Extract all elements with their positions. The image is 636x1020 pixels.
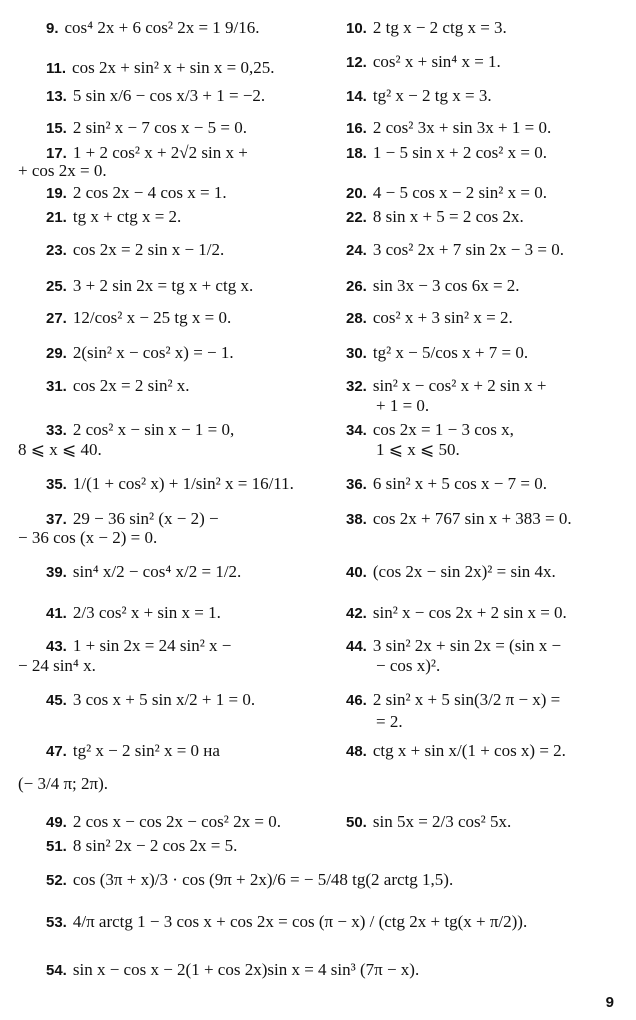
problem-24: [346, 240, 564, 261]
problem-9: [46, 18, 260, 39]
problem-equation: sin⁴ x/2 − cos⁴ x/2 = 1/2.: [72, 562, 242, 581]
problem-43-continuation: − 24 sin⁴ x.: [18, 656, 96, 675]
problem-13: [46, 86, 265, 107]
problem-46: [346, 690, 560, 711]
problem-28: [346, 308, 513, 329]
problem-number: 22.: [346, 209, 367, 226]
problem-equation: 3 cos² 2x + 7 sin 2x − 3 = 0.: [372, 240, 564, 259]
problem-equation: 2/3 cos² x + sin x = 1.: [72, 603, 221, 622]
problem-equation: tg² x − 2 tg x = 3.: [372, 86, 492, 105]
problem-equation: 4 − 5 cos x − 2 sin² x = 0.: [372, 183, 547, 202]
problem-19: [46, 183, 227, 204]
problem-25: [46, 276, 253, 297]
problem-32: [346, 376, 546, 397]
problem-number: 27.: [46, 310, 67, 327]
problem-12: [346, 52, 501, 73]
problem-number: 45.: [46, 692, 67, 709]
problem-number: 52.: [46, 872, 67, 889]
problem-number: 11.: [46, 60, 67, 77]
problem-22: [346, 207, 524, 228]
problem-number: 28.: [346, 310, 367, 327]
problem-47-continuation: (− 3/4 π; 2π).: [18, 774, 109, 793]
problem-number: 34.: [346, 422, 367, 439]
problem-number: 10.: [346, 20, 367, 37]
problem-equation: cos⁴ 2x + 6 cos² 2x = 1 9/16.: [64, 18, 260, 37]
problem-equation: 3 + 2 sin 2x = tg x + ctg x.: [72, 276, 254, 295]
problem-equation: cos (3π + x)/3 · cos (9π + 2x)/6 = − 5/48 tg(2 arctg 1,5).: [72, 870, 454, 889]
problem-equation: 2 cos² 3x + sin 3x + 1 = 0.: [372, 118, 552, 137]
problem-number: 26.: [346, 278, 367, 295]
problem-number: 38.: [346, 511, 367, 528]
problem-48: [346, 741, 566, 762]
problem-31: [46, 376, 190, 397]
problem-equation: sin 3x − 3 cos 6x = 2.: [372, 276, 520, 295]
problem-29: [46, 343, 234, 364]
problem-equation: cos² x + sin⁴ x = 1.: [372, 52, 501, 71]
problem-equation: 1/(1 + cos² x) + 1/sin² x = 16/11.: [72, 474, 294, 493]
problem-number: 46.: [346, 692, 367, 709]
problem-equation: 4/π arctg 1 − 3 cos x + cos 2x = cos (π − x) / (ctg 2x + tg(x + π/2)).: [72, 912, 528, 931]
problem-number: 21.: [46, 209, 67, 226]
problem-14: [346, 86, 492, 107]
problem-equation: 2 sin² x − 7 cos x − 5 = 0.: [72, 118, 247, 137]
problem-number: 32.: [346, 378, 367, 395]
problem-40: [346, 562, 556, 583]
problem-equation: 6 sin² x + 5 cos x − 7 = 0.: [372, 474, 547, 493]
problem-number: 40.: [346, 564, 367, 581]
problem-15: [46, 118, 247, 139]
problem-18: [346, 143, 547, 164]
problem-equation: (cos 2x − sin 2x)² = sin 4x.: [372, 562, 556, 581]
problem-number: 14.: [346, 88, 367, 105]
problem-number: 36.: [346, 476, 367, 493]
problem-23: [46, 240, 224, 261]
problem-number: 20.: [346, 185, 367, 202]
problem-number: 18.: [346, 145, 367, 162]
problem-17-continuation: + cos 2x = 0.: [18, 161, 107, 180]
problem-47: [46, 741, 220, 762]
problem-41: [46, 603, 221, 624]
problem-number: 43.: [46, 638, 67, 655]
problem-44-continuation: − cos x)².: [376, 656, 441, 675]
problem-number: 12.: [346, 54, 367, 71]
problem-number: 39.: [46, 564, 67, 581]
problem-50: [346, 812, 511, 833]
problem-number: 53.: [46, 914, 67, 931]
problem-44: [346, 636, 561, 657]
problem-33-continuation: 8 ⩽ x ⩽ 40.: [18, 440, 102, 459]
problem-number: 49.: [46, 814, 67, 831]
problem-equation: 3 sin² 2x + sin 2x = (sin x −: [372, 636, 562, 655]
problem-number: 25.: [46, 278, 67, 295]
problem-equation: 8 sin² 2x − 2 cos 2x = 5.: [72, 836, 238, 855]
problem-52: [46, 870, 453, 891]
problem-number: 16.: [346, 120, 367, 137]
problem-number: 17.: [46, 145, 67, 162]
problem-37: [46, 509, 219, 530]
problem-35: [46, 474, 294, 495]
page-number: 9: [605, 994, 614, 1011]
problem-number: 30.: [346, 345, 367, 362]
problem-number: 9.: [46, 20, 59, 37]
problem-43: [46, 636, 231, 657]
problem-number: 13.: [46, 88, 67, 105]
problem-equation: sin² x − cos² x + 2 sin x +: [372, 376, 547, 395]
problem-number: 47.: [46, 743, 67, 760]
problem-equation: 29 − 36 sin² (x − 2) −: [72, 509, 219, 528]
problem-number: 24.: [346, 242, 367, 259]
problem-number: 54.: [46, 962, 67, 979]
problem-equation: tg² x − 2 sin² x = 0 на: [72, 741, 220, 760]
problem-equation: cos² x + 3 sin² x = 2.: [372, 308, 513, 327]
problem-51: [46, 836, 237, 857]
problem-36: [346, 474, 547, 495]
problem-number: 42.: [346, 605, 367, 622]
problem-49: [46, 812, 281, 833]
problem-10: [346, 18, 507, 39]
problem-26: [346, 276, 520, 297]
problem-equation: 8 sin x + 5 = 2 cos 2x.: [372, 207, 524, 226]
problem-number: 15.: [46, 120, 67, 137]
problem-number: 41.: [46, 605, 67, 622]
problem-16: [346, 118, 551, 139]
problem-number: 50.: [346, 814, 367, 831]
problem-34-continuation: 1 ⩽ x ⩽ 50.: [376, 440, 460, 459]
problem-equation: 3 cos x + 5 sin x/2 + 1 = 0.: [72, 690, 256, 709]
problem-32-continuation: + 1 = 0.: [376, 396, 430, 415]
problem-equation: cos 2x = 2 sin² x.: [72, 376, 190, 395]
problem-34: [346, 420, 514, 441]
problem-number: 44.: [346, 638, 367, 655]
problem-38: [346, 509, 572, 530]
problem-equation: 2 tg x − 2 ctg x = 3.: [372, 18, 507, 37]
problem-45: [46, 690, 255, 711]
problem-equation: tg² x − 5/cos x + 7 = 0.: [372, 343, 529, 362]
problem-number: 33.: [46, 422, 67, 439]
problem-54: [46, 960, 419, 981]
problem-equation: sin 5x = 2/3 cos² 5x.: [372, 812, 512, 831]
problem-27: [46, 308, 231, 329]
problem-equation: 2 sin² x + 5 sin(3/2 π − x) =: [372, 690, 561, 709]
problem-46-continuation: = 2.: [376, 712, 403, 731]
problem-33: [46, 420, 234, 441]
problem-equation: 1 + sin 2x = 24 sin² x −: [72, 636, 232, 655]
problem-number: 19.: [46, 185, 67, 202]
problem-37-continuation: − 36 cos (x − 2) = 0.: [18, 528, 158, 547]
problem-21: [46, 207, 181, 228]
problem-equation: cos 2x = 1 − 3 cos x,: [372, 420, 514, 439]
problem-equation: 12/cos² x − 25 tg x = 0.: [72, 308, 232, 327]
problem-number: 37.: [46, 511, 67, 528]
problem-11: [46, 58, 274, 79]
problem-equation: cos 2x = 2 sin x − 1/2.: [72, 240, 225, 259]
problem-equation: tg x + ctg x = 2.: [72, 207, 182, 226]
problem-equation: 2 cos 2x − 4 cos x = 1.: [72, 183, 227, 202]
problem-equation: 1 + 2 cos² x + 2√2 sin x +: [72, 143, 248, 162]
problem-equation: 2 cos² x − sin x − 1 = 0,: [72, 420, 235, 439]
problem-20: [346, 183, 547, 204]
problem-equation: 2(sin² x − cos² x) = − 1.: [72, 343, 234, 362]
problem-equation: 1 − 5 sin x + 2 cos² x = 0.: [372, 143, 547, 162]
problem-number: 48.: [346, 743, 367, 760]
problem-number: 51.: [46, 838, 67, 855]
problem-equation: cos 2x + sin² x + sin x = 0,25.: [72, 58, 275, 77]
problem-equation: cos 2x + 767 sin x + 383 = 0.: [372, 509, 572, 528]
problem-number: 23.: [46, 242, 67, 259]
problem-number: 29.: [46, 345, 67, 362]
problem-equation: ctg x + sin x/(1 + cos x) = 2.: [372, 741, 566, 760]
problem-39: [46, 562, 241, 583]
problem-number: 35.: [46, 476, 67, 493]
problem-equation: sin² x − cos 2x + 2 sin x = 0.: [372, 603, 567, 622]
problem-number: 31.: [46, 378, 67, 395]
problem-equation: sin x − cos x − 2(1 + cos 2x)sin x = 4 sin³ (7π − x).: [72, 960, 420, 979]
problem-equation: 2 cos x − cos 2x − cos² 2x = 0.: [72, 812, 281, 831]
problem-42: [346, 603, 567, 624]
problem-30: [346, 343, 528, 364]
problem-53: [46, 912, 527, 933]
problem-equation: 5 sin x/6 − cos x/3 + 1 = −2.: [72, 86, 266, 105]
